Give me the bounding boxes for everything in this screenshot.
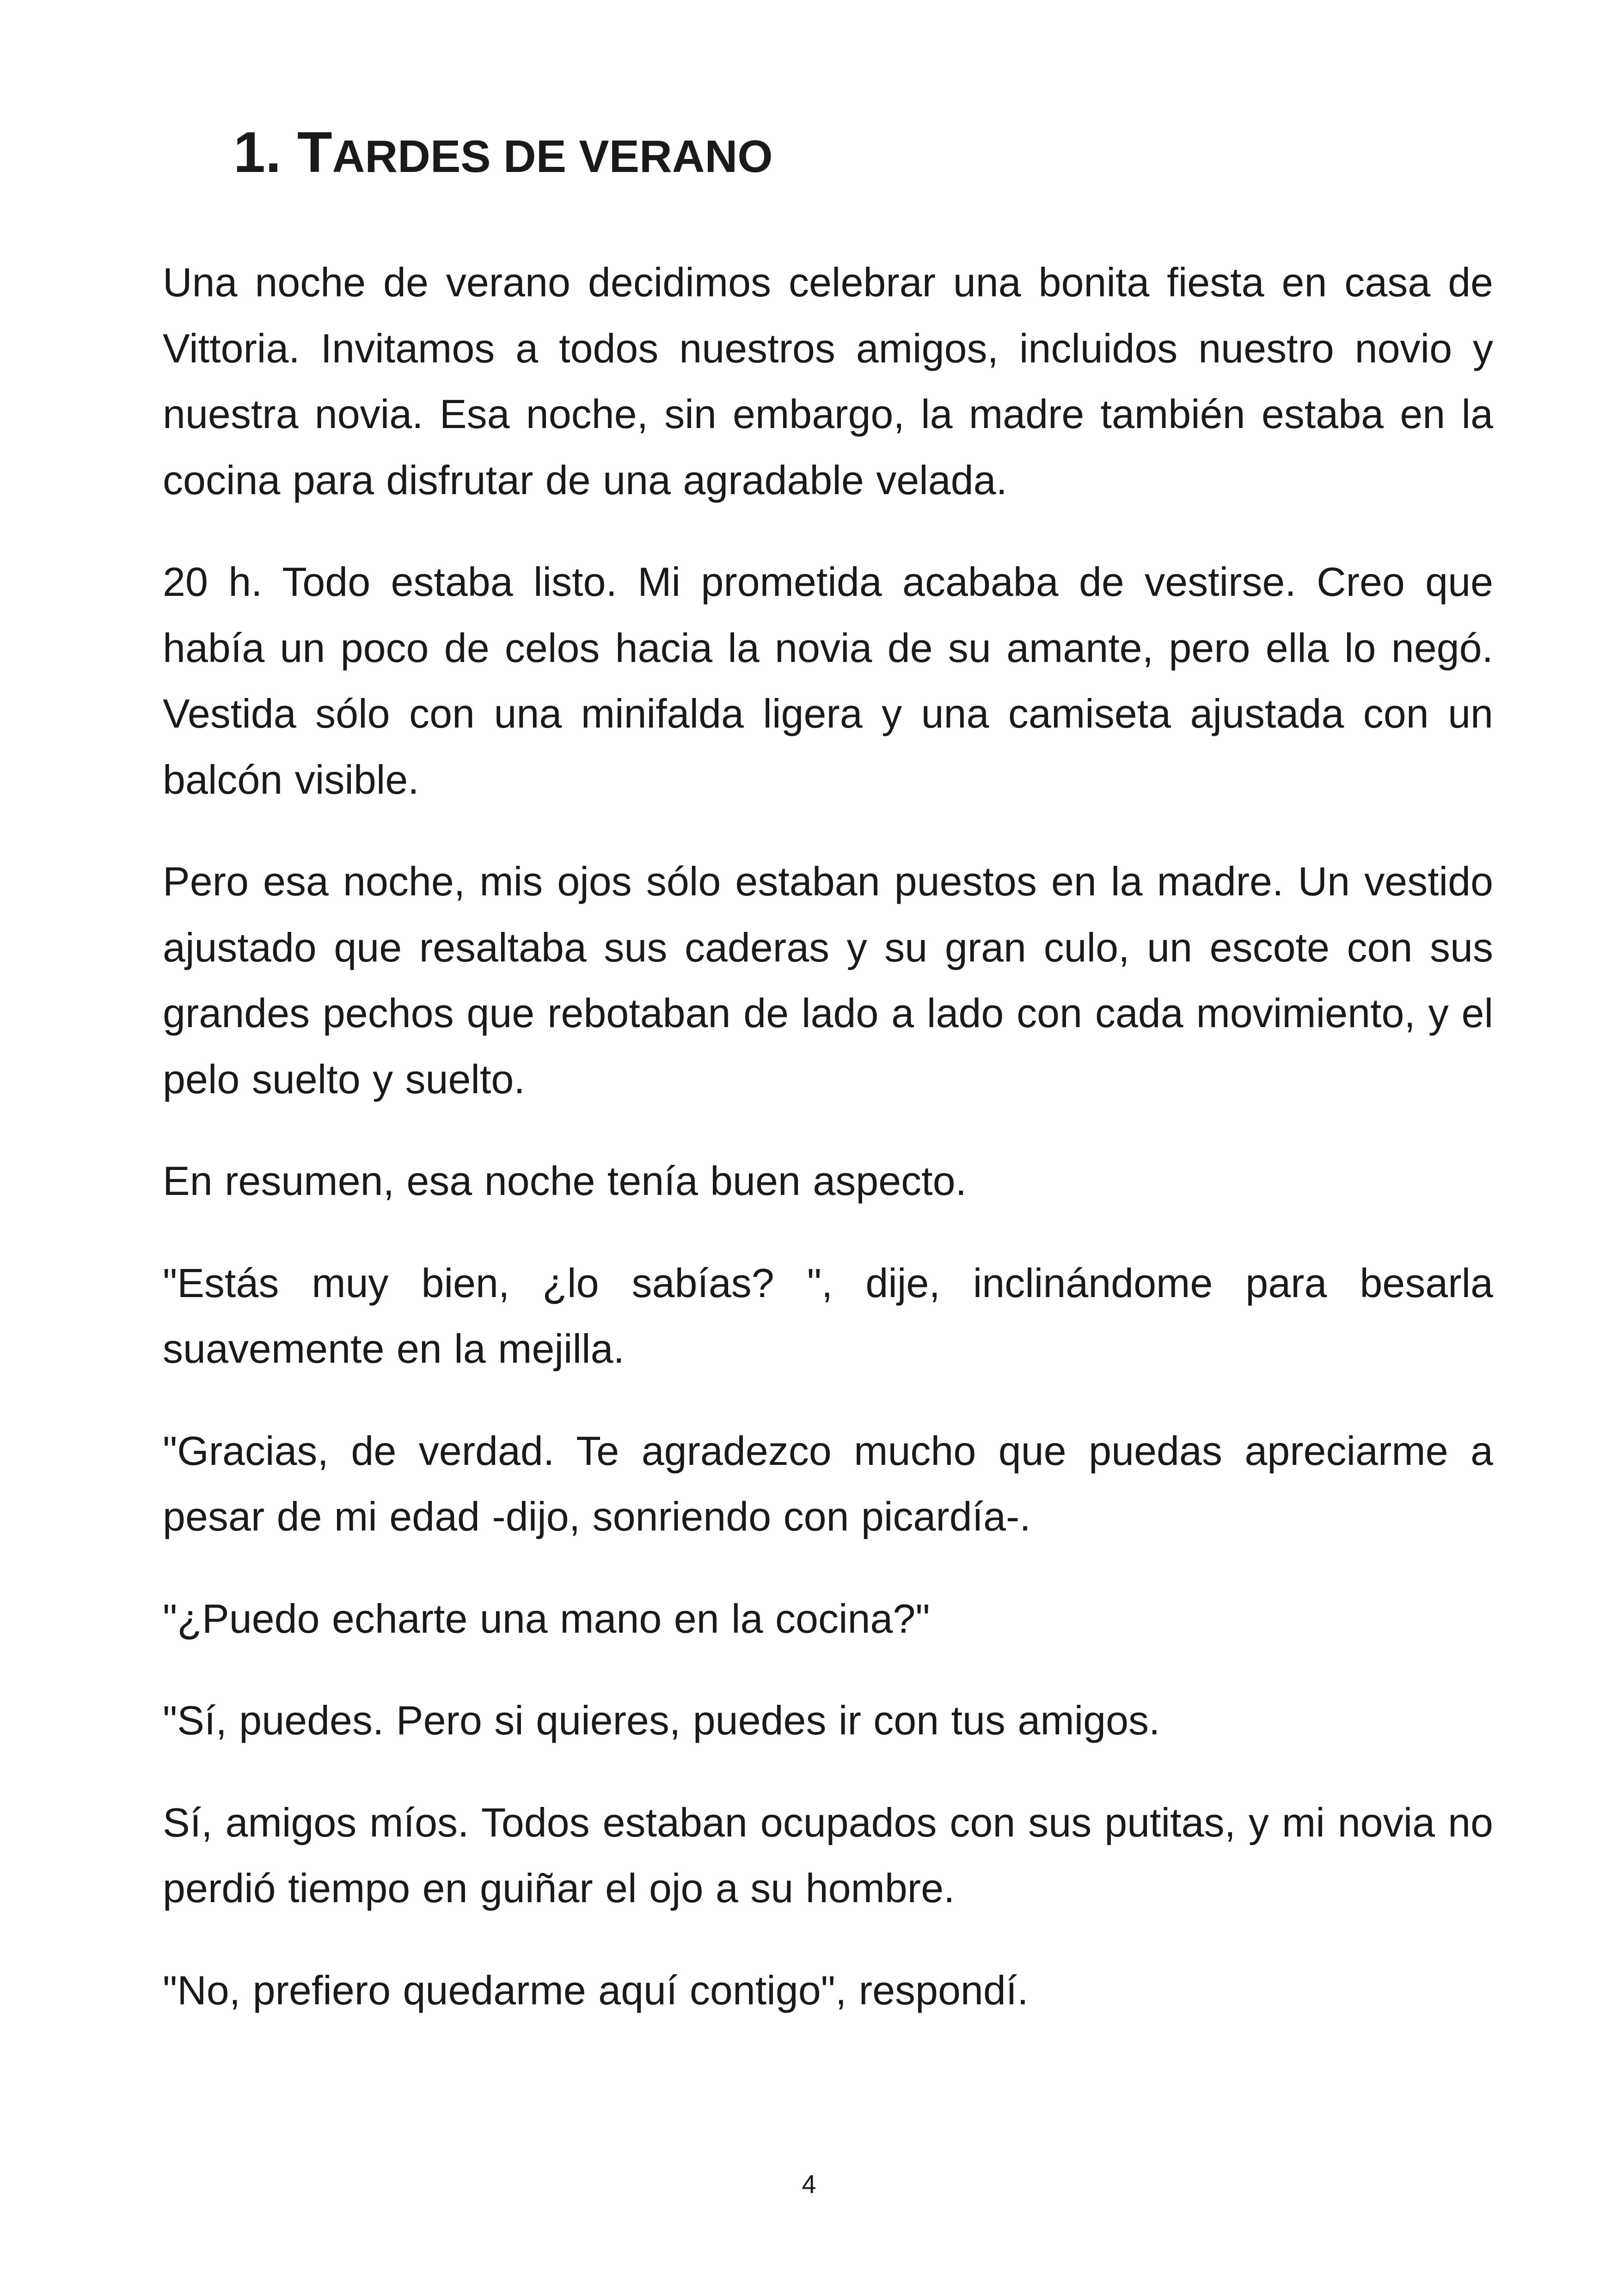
chapter-number: 1. <box>233 121 282 184</box>
paragraph-5: "Estás muy bien, ¿lo sabías? ", dije, inclinándome para besarla suavemente en la mejilla. <box>163 1260 1493 1371</box>
paragraph-3: Pero esa noche, mis ojos sólo estaban puestos en la madre. Un vestido ajustado que resaltaba sus caderas y su gran culo, un escote con sus grandes pechos que rebotaban de lado a lado con cada movimiento, y el pelo suelto y suelto. <box>163 858 1493 1102</box>
paragraph-10: "No, prefiero quedarme aquí contigo", respondí. <box>163 1967 1029 2013</box>
chapter-title <box>233 116 773 193</box>
chapter-title-initial: T <box>297 121 332 184</box>
paragraph-6: "Gracias, de verdad. Te agradezco mucho que puedas apreciarme a pesar de mi edad -dijo, sonriendo con picardía-. <box>163 1427 1493 1539</box>
body-text <box>163 250 1493 2059</box>
paragraph-1: Una noche de verano decidimos celebrar una bonita fiesta en casa de Vittoria. Invitamos a todos nuestros amigos, incluidos nuestro novio y nuestra novia. Esa noche, sin embargo, la madre también estaba en la cocina para disfrutar de una agradable velada. <box>163 259 1493 503</box>
paragraph-9: Sí, amigos míos. Todos estaban ocupados con sus putitas, y mi novia no perdió tiempo en guiñar el ojo a su hombre. <box>163 1799 1493 1911</box>
chapter-title-rest: ARDES DE VERANO <box>332 131 773 182</box>
paragraph-4: En resumen, esa noche tenía buen aspecto. <box>163 1158 967 1204</box>
paragraph-7: "¿Puedo echarte una mano en la cocina?" <box>163 1595 930 1641</box>
paragraph-8: "Sí, puedes. Pero si quieres, puedes ir con tus amigos. <box>163 1697 1160 1743</box>
page-number: 4 <box>802 2169 816 2198</box>
paragraph-2: 20 h. Todo estaba listo. Mi prometida acababa de vestirse. Creo que había un poco de celos hacia la novia de su amante, pero ella lo negó. Vestida sólo con una minifalda ligera y una camiseta ajustada con un balcón visible. <box>163 559 1493 802</box>
